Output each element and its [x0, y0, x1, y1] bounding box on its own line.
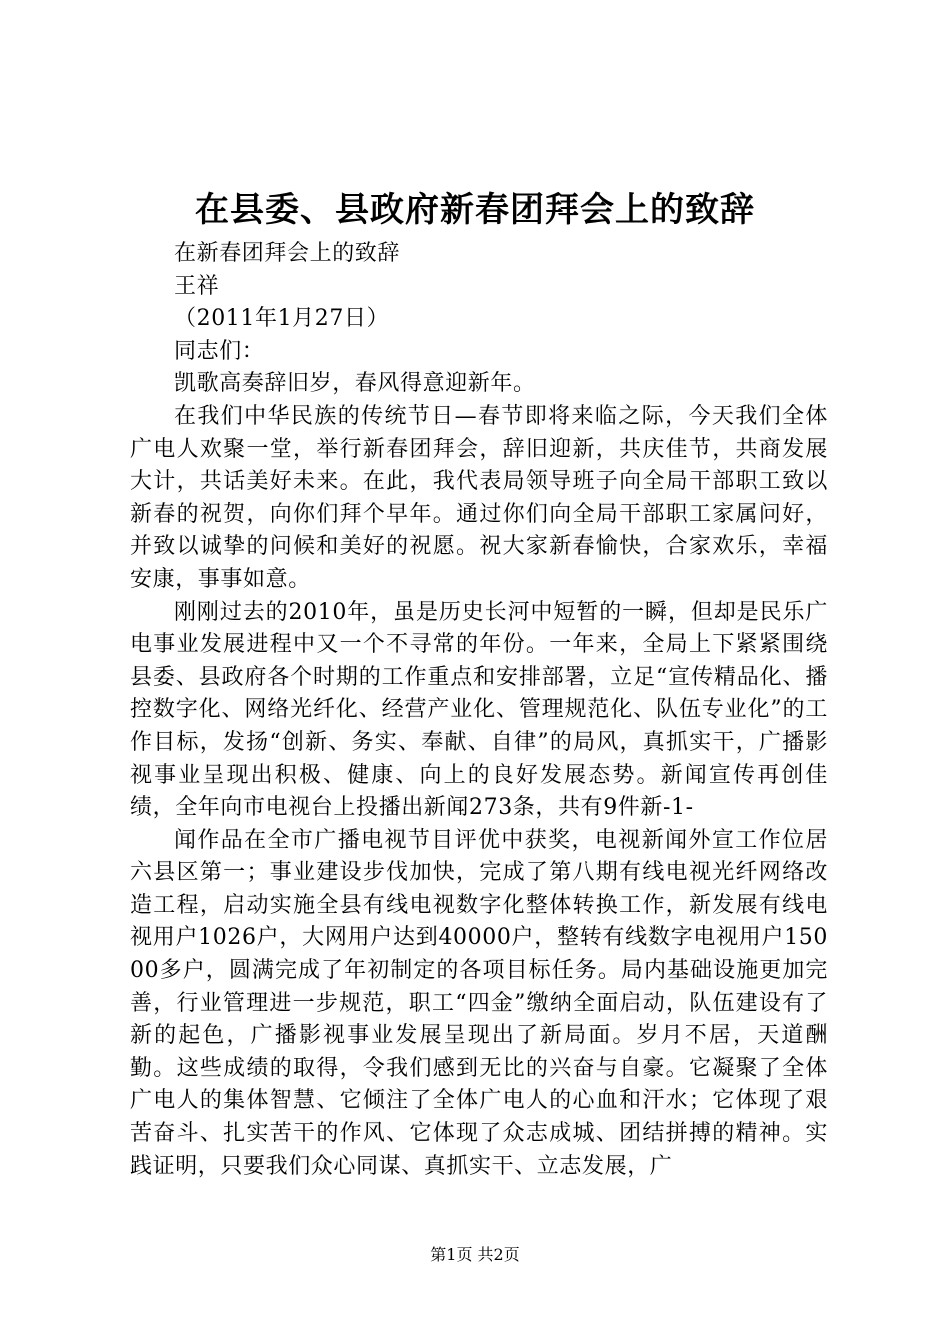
document-subtitle: 在新春团拜会上的致辞	[174, 241, 401, 266]
paragraph-2010-review: 刚刚过去的2010年，虽是历史长河中短暂的一瞬，但却是民乐广电事业发展进程中又一个不寻常的年份。一年来，全局上下紧紧围绕县委、县政府各个时期的工作重点和安排部署，立足“宣传精品化、播控数字化、网络光纤化、经营产业化、管理规范化、队伍专业化”的工作目标，发扬“创新、务实、奉献、自律”的局风，真抓实干，广播影视事业呈现出积极、健康、向上的良好发展态势。新闻宣传再创佳绩，全年向市电视台上投播出新闻273条，共有9件新-1-	[130, 599, 828, 821]
document-salutation: 同志们：	[174, 338, 265, 364]
document-opening: 凯歌高奏辞旧岁，春风得意迎新年。	[174, 371, 536, 397]
document-date: （2011年1月27日）	[174, 306, 390, 332]
document-title: 在县委、县政府新春团拜会上的致辞	[195, 190, 755, 230]
document-author: 王祥	[174, 273, 220, 299]
paragraph-achievements: 闻作品在全市广播电视节目评优中获奖，电视新闻外宣工作位居六县区第一；事业建设步伐加快，完成了第八期有线电视光纤网络改造工程，启动实施全县有线电视数字化整体转换工作，新发展有线电视用户1026户，大网用户达到40000户，整转有线数字电视用户15000多户，圆满完成了年初制定的各项目标任务。局内基础设施更加完善，行业管理进一步规范，职工“四金”缴纳全面启动，队伍建设有了新的起色，广播影视事业发展呈现出了新局面。岁月不居，天道酬勤。这些成绩的取得，令我们感到无比的兴奋与自豪。它凝聚了全体广电人的集体智慧、它倾注了全体广电人的心血和汗水；它体现了艰苦奋斗、扎实苦干的作风、它体现了众志成城、团结拼搏的精神。实践证明，只要我们众心同谋、真抓实干、立志发展，广	[130, 827, 828, 1179]
page-number-footer: 第1页 共2页	[430, 1245, 520, 1264]
paragraph-festival-greeting: 在我们中华民族的传统节日—春节即将来临之际，今天我们全体广电人欢聚一堂，举行新春团拜会，辞旧迎新，共庆佳节，共商发展大计，共话美好未来。在此，我代表局领导班子向全局干部职工致以新春的祝贺，向你们拜个早年。通过你们向全局干部职工家属问好，并致以诚挚的问候和美好的祝愿。祝大家新春愉快，合家欢乐，幸福安康，事事如意。	[130, 403, 828, 592]
document-body	[130, 238, 828, 1183]
